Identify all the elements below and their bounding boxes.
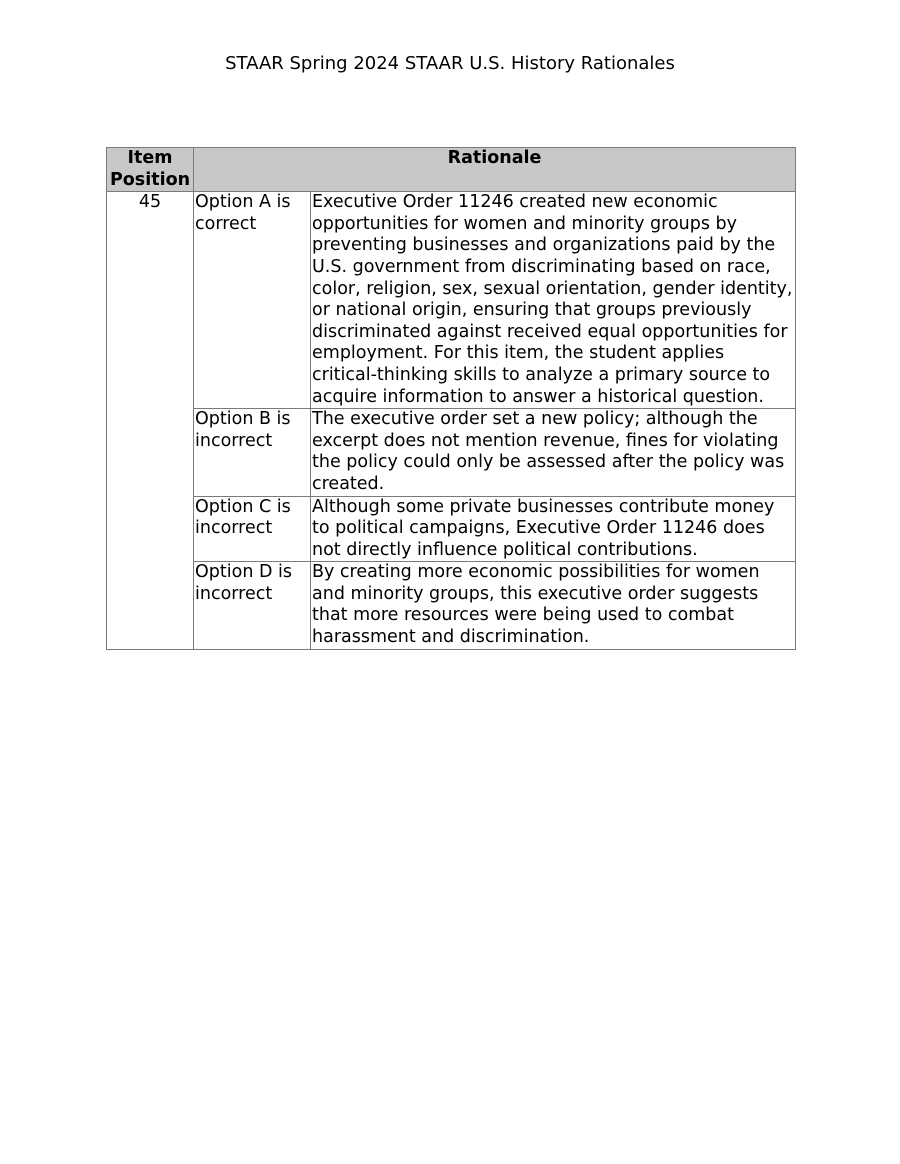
page-title: STAAR Spring 2024 STAAR U.S. History Rationales — [225, 53, 675, 74]
header-item-position: Item Position — [107, 148, 194, 192]
table-row — [107, 496, 796, 562]
rationale-text-cell: Executive Order 11246 created new economic opportunities for women and minority groups by preventing businesses and organizations paid by the U.S. government from discriminating based on race, color, religion, sex, sexual orientation, gender identity, or national origin, ensuring that groups previously discriminated against received equal opportunities for employment. For this item, the student applies critical-thinking skills to analyze a primary source to acquire information to answer a historical question. — [311, 192, 796, 409]
rationale-text-cell: Although some private businesses contribute money to political campaigns, Executive Order 11246 does not directly influence political contributions. — [311, 496, 796, 562]
option-label-cell: Option A is correct — [194, 192, 311, 409]
rationale-text-cell: The executive order set a new policy; although the excerpt does not mention revenue, fines for violating the policy could only be assessed after the policy was created. — [311, 409, 796, 496]
option-label-cell: Option B is incorrect — [194, 409, 311, 496]
option-label-cell: Option C is incorrect — [194, 496, 311, 562]
rationale-text-cell: By creating more economic possibilities for women and minority groups, this executive order suggests that more resources were being used to combat harassment and discrimination. — [311, 562, 796, 649]
table-row — [107, 192, 796, 409]
table-header-row — [107, 148, 796, 192]
rationale-table — [106, 147, 796, 650]
table-row — [107, 562, 796, 649]
table-row — [107, 409, 796, 496]
header-rationale: Rationale — [194, 148, 796, 192]
option-label-cell: Option D is incorrect — [194, 562, 311, 649]
item-position-cell: 45 — [107, 192, 194, 649]
